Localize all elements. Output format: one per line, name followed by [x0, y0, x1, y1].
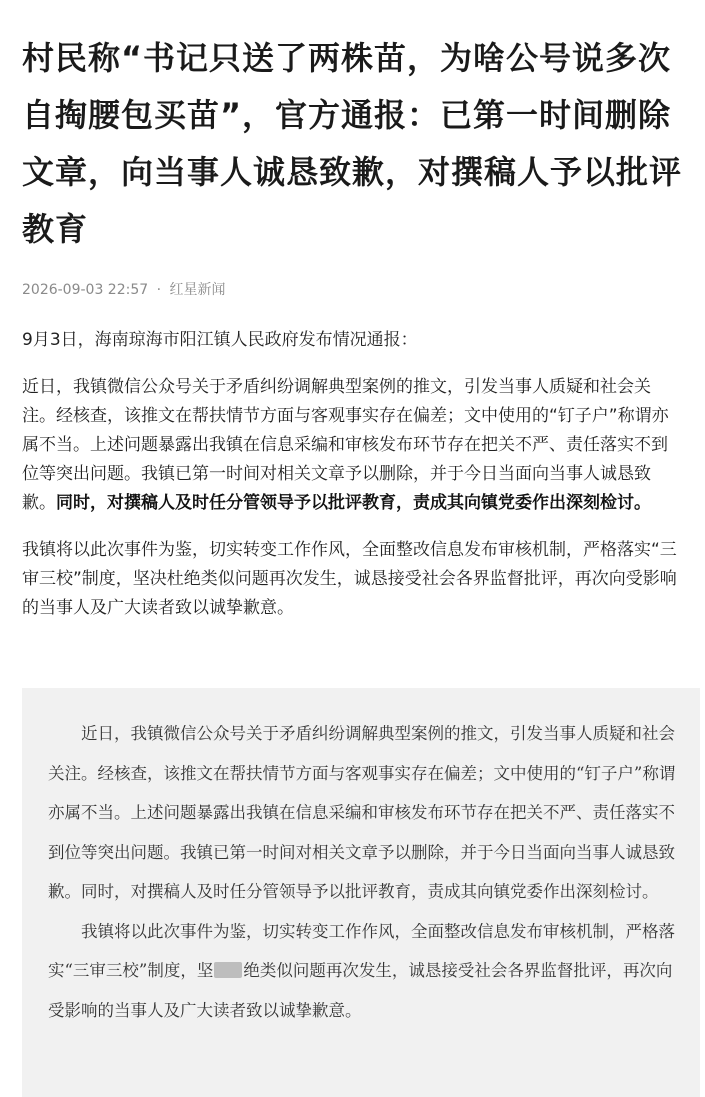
notice-paragraph-2-after: 绝类似问题再次发生，诚恳接受社会各界监督批评，再次向受影响的当事人及广大读者致以诚挚歉意。 [48, 961, 673, 1020]
article-body [22, 326, 683, 623]
body-paragraph-1-emphasis: 同时，对撰稿人及时任分管领导予以批评教育，责成其向镇党委作出深刻检讨。 [56, 493, 651, 513]
meta-separator: · [156, 282, 162, 298]
notice-image [22, 688, 700, 1097]
article-title: 村民称“书记只送了两株苗，为啥公号说多次自掏腰包买苗”，官方通报：已第一时间删除文章，向当事人诚恳致歉，对撰稿人予以批评教育 [22, 39, 683, 248]
source-link[interactable]: 红星新闻 [169, 282, 226, 298]
body-paragraph-1-text: 近日，我镇微信公众号关于矛盾纠纷调解典型案例的推文，引发当事人质疑和社会关注。经核查，该推文在帮扶情节方面与客观事实存在偏差；文中使用的“钉子户”称谓亦属不当。上述问题暴露出我镇在信息采编和审核发布环节存在把关不严、责任落实不到位等突出问题。我镇已第一时间对相关文章予以删除，并于今日当面向当事人诚恳致歉。 [22, 377, 669, 513]
body-paragraph-1 [22, 373, 683, 518]
intro-paragraph: 9月3日，海南琼海市阳江镇人民政府发布情况通报： [22, 330, 418, 350]
redaction-smudge [214, 962, 242, 978]
notice-paragraph-2-before: 我镇将以此次事件为鉴，切实转变工作作风，全面整改信息发布审核机制，严格落实“三审三校”制度，坚 [48, 921, 675, 980]
notice-image-text [22, 688, 700, 1030]
notice-paragraph-2 [48, 912, 676, 1031]
publish-date: 2026-09-03 22:57 [22, 282, 149, 298]
notice-paragraph-1: 近日，我镇微信公众号关于矛盾纠纷调解典型案例的推文，引发当事人质疑和社会关注。经核查，该推文在帮扶情节方面与客观事实存在偏差；文中使用的“钉子户”称谓亦属不当。上述问题暴露出我镇在信息采编和审核发布环节存在把关不严、责任落实不到位等突出问题。我镇已第一时间对相关文章予以删除，并于今日当面向当事人诚恳致歉。同时，对撰稿人及时任分管领导予以批评教育，责成其向镇党委作出深刻检讨。 [48, 724, 676, 901]
body-paragraph-2: 我镇将以此次事件为鉴，切实转变工作作风，全面整改信息发布审核机制，严格落实“三审三校”制度，坚决杜绝类似问题再次发生，诚恳接受社会各界监督批评，再次向受影响的当事人及广大读者致以诚挚歉意。 [22, 540, 677, 618]
article-meta [22, 280, 683, 300]
